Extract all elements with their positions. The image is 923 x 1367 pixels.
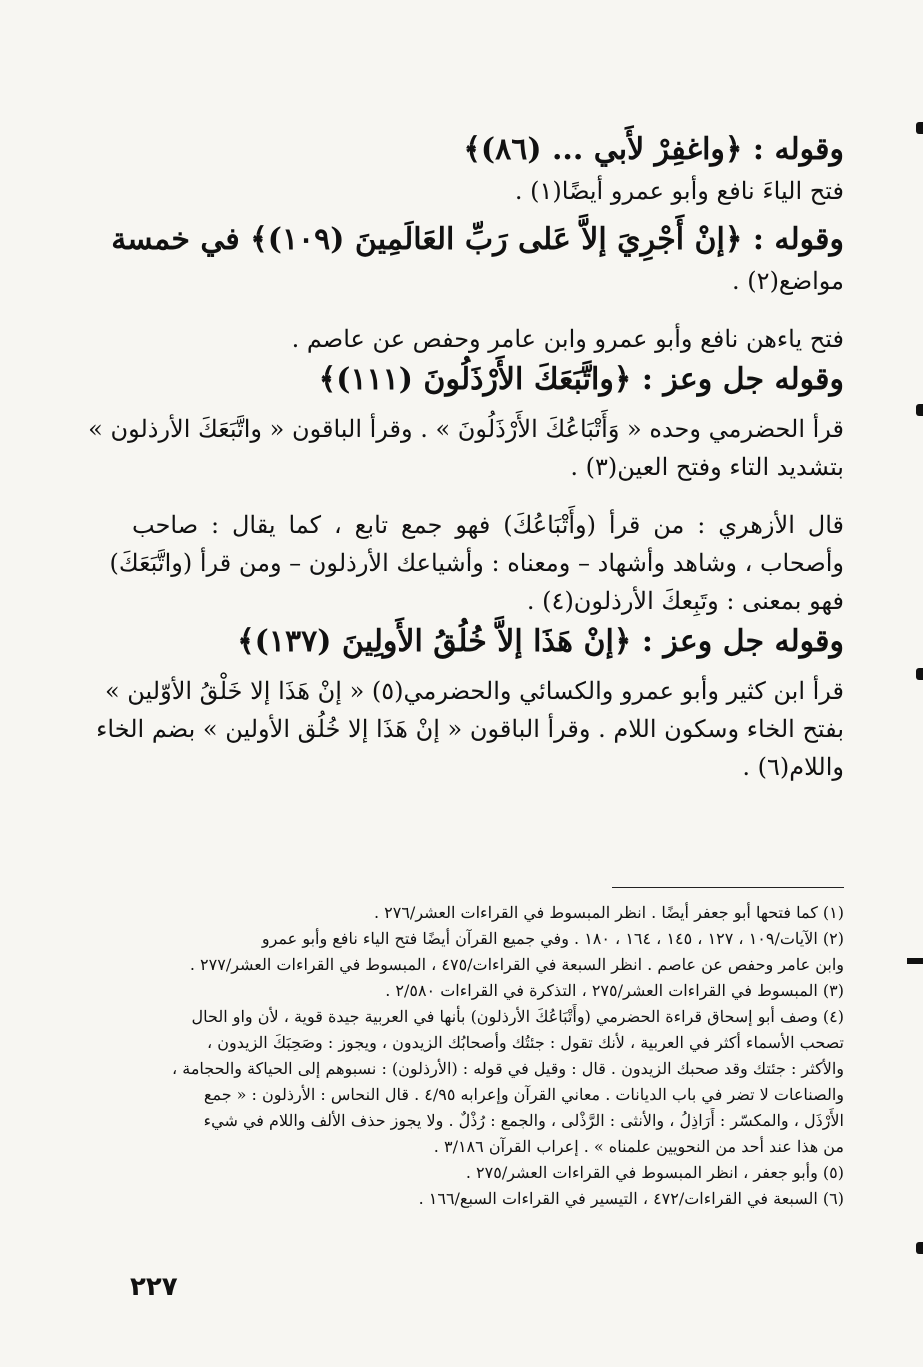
verse-heading-109-cont: مواضع(٢) . xyxy=(732,267,844,295)
footnote-5: (٥) وأبو جعفر ، انظر المبسوط في القراءات العشر/٢٧٥ . xyxy=(465,1163,844,1182)
binding-mark xyxy=(907,958,923,964)
reading-note-137-line3: واللام(٦) . xyxy=(742,753,844,781)
reading-note-86: فتح الياءَ نافع وأبو عمرو أيضًا(١) . xyxy=(514,177,844,205)
verse-heading-137: وقوله جل وعز : ﴿إنْ هَذَا إلاَّ خُلُقُ الأَولِينَ (١٣٧)﴾ xyxy=(237,624,844,659)
verse-heading-109: وقوله : ﴿إنْ أَجْرِيَ إلاَّ عَلى رَبِّ العَالَمِينَ (١٠٩)﴾ في خمسة xyxy=(111,222,844,257)
reading-note-109: فتح ياءهن نافع وأبو عمرو وابن عامر وحفص عن عاصم . xyxy=(291,325,844,353)
footnote-4-cont-4: الأَرْذَل ، والمكسّر : أَرَاذِلُ ، والأنثى : الرَّذْلى ، والجمع : رُذْلٌ . ولا يجوز حذف الألف واللام في شيء xyxy=(203,1111,844,1130)
footnote-4-cont-2: والأكثر : جئتك وقد صحبك الزيدون . قال : وقيل في قوله : (الأرذلون) : نسبوهم إلى الحياكة والحجامة ، xyxy=(172,1059,844,1078)
reading-note-111-line2: بتشديد التاء وفتح العين(٣) . xyxy=(570,453,844,481)
footnote-1: (١) كما فتحها أبو جعفر أيضًا . انظر المبسوط في القراءات العشر/٢٧٦ . xyxy=(373,903,844,922)
binding-mark xyxy=(916,668,923,680)
footnote-6: (٦) السبعة في القراءات/٤٧٢ ، التيسير في القراءات السبع/١٦٦ . xyxy=(418,1189,844,1208)
footnote-2-cont: وابن عامر وحفص عن عاصم . انظر السبعة في القراءات/٤٧٥ ، المبسوط في القراءات العشر/٢٧٧ . xyxy=(189,955,844,974)
verse-heading-111: وقوله جل وعز : ﴿واتَّبَعَكَ الأَرْذَلُونَ (١١١)﴾ xyxy=(318,362,844,397)
footnote-4: (٤) وصف أبو إسحاق قراءة الحضرمي (وأَتْبَاعُكَ الأرذلون) بأنها في العربية جيدة قوية ، لأن واو الحال xyxy=(191,1007,844,1026)
binding-mark xyxy=(916,404,923,416)
binding-mark xyxy=(916,1242,923,1254)
page-number: ٢٢٧ xyxy=(130,1272,178,1302)
reading-note-137-line1: قرأ ابن كثير وأبو عمرو والكسائي والحضرمي(٥) « إنْ هَذَا إلا خَلْقُ الأوّلين » xyxy=(104,677,844,705)
reading-note-137-line2: بفتح الخاء وسكون اللام . وقرأ الباقون « إنْ هَذَا إلا خُلُق الأولين » بضم الخاء xyxy=(96,715,844,743)
reading-note-111-line1: قرأ الحضرمي وحده « وَأَتْبَاعُكَ الأَرْذَلُونَ » . وقرأ الباقون « واتَّبَعَكَ الأرذلون » xyxy=(88,415,844,443)
azhari-comment-line1: قال الأزهري : من قرأ (وأَتْبَاعُكَ) فهو جمع تابع ، كما يقال : صاحب xyxy=(132,511,844,539)
footnote-4-cont-5: من هذا عند أحد من النحويين علمناه » . إعراب القرآن ٣/١٨٦ . xyxy=(433,1137,844,1156)
azhari-comment-line2: وأصحاب ، وشاهد وأشهاد – ومعناه : وأشياعك الأرذلون – ومن قرأ (واتَّبَعَكَ) xyxy=(109,549,844,577)
binding-mark xyxy=(916,122,923,134)
footnote-3: (٣) المبسوط في القراءات العشر/٢٧٥ ، التذكرة في القراءات ٢/٥٨٠ . xyxy=(385,981,844,1000)
footnote-4-cont-1: تصحب الأسماء أكثر في العربية ، لأنك تقول : جئتُك وأصحابُك الزيدون ، ويجوز : وصَحِبَكَ الزيدون ، xyxy=(207,1033,844,1052)
footnotes xyxy=(132,900,844,1212)
azhari-comment-line3: فهو بمعنى : وتَبِعكَ الأرذلون(٤) . xyxy=(526,587,844,615)
footnote-2: (٢) الآيات/١٠٩ ، ١٢٧ ، ١٤٥ ، ١٦٤ ، ١٨٠ . وفي جميع القرآن أيضًا فتح الياء نافع وأبو عمرو xyxy=(261,929,844,948)
footnote-divider xyxy=(612,887,844,888)
verse-heading-86: وقوله : ﴿واغفِرْ لأَبي ... (٨٦)﴾ xyxy=(463,132,844,167)
main-text xyxy=(88,128,844,786)
footnote-4-cont-3: والصناعات لا تضر في باب الديانات . معاني القرآن وإعرابه ٤/٩٥ . قال النحاس : الأرذلون : « جمع xyxy=(203,1085,844,1104)
